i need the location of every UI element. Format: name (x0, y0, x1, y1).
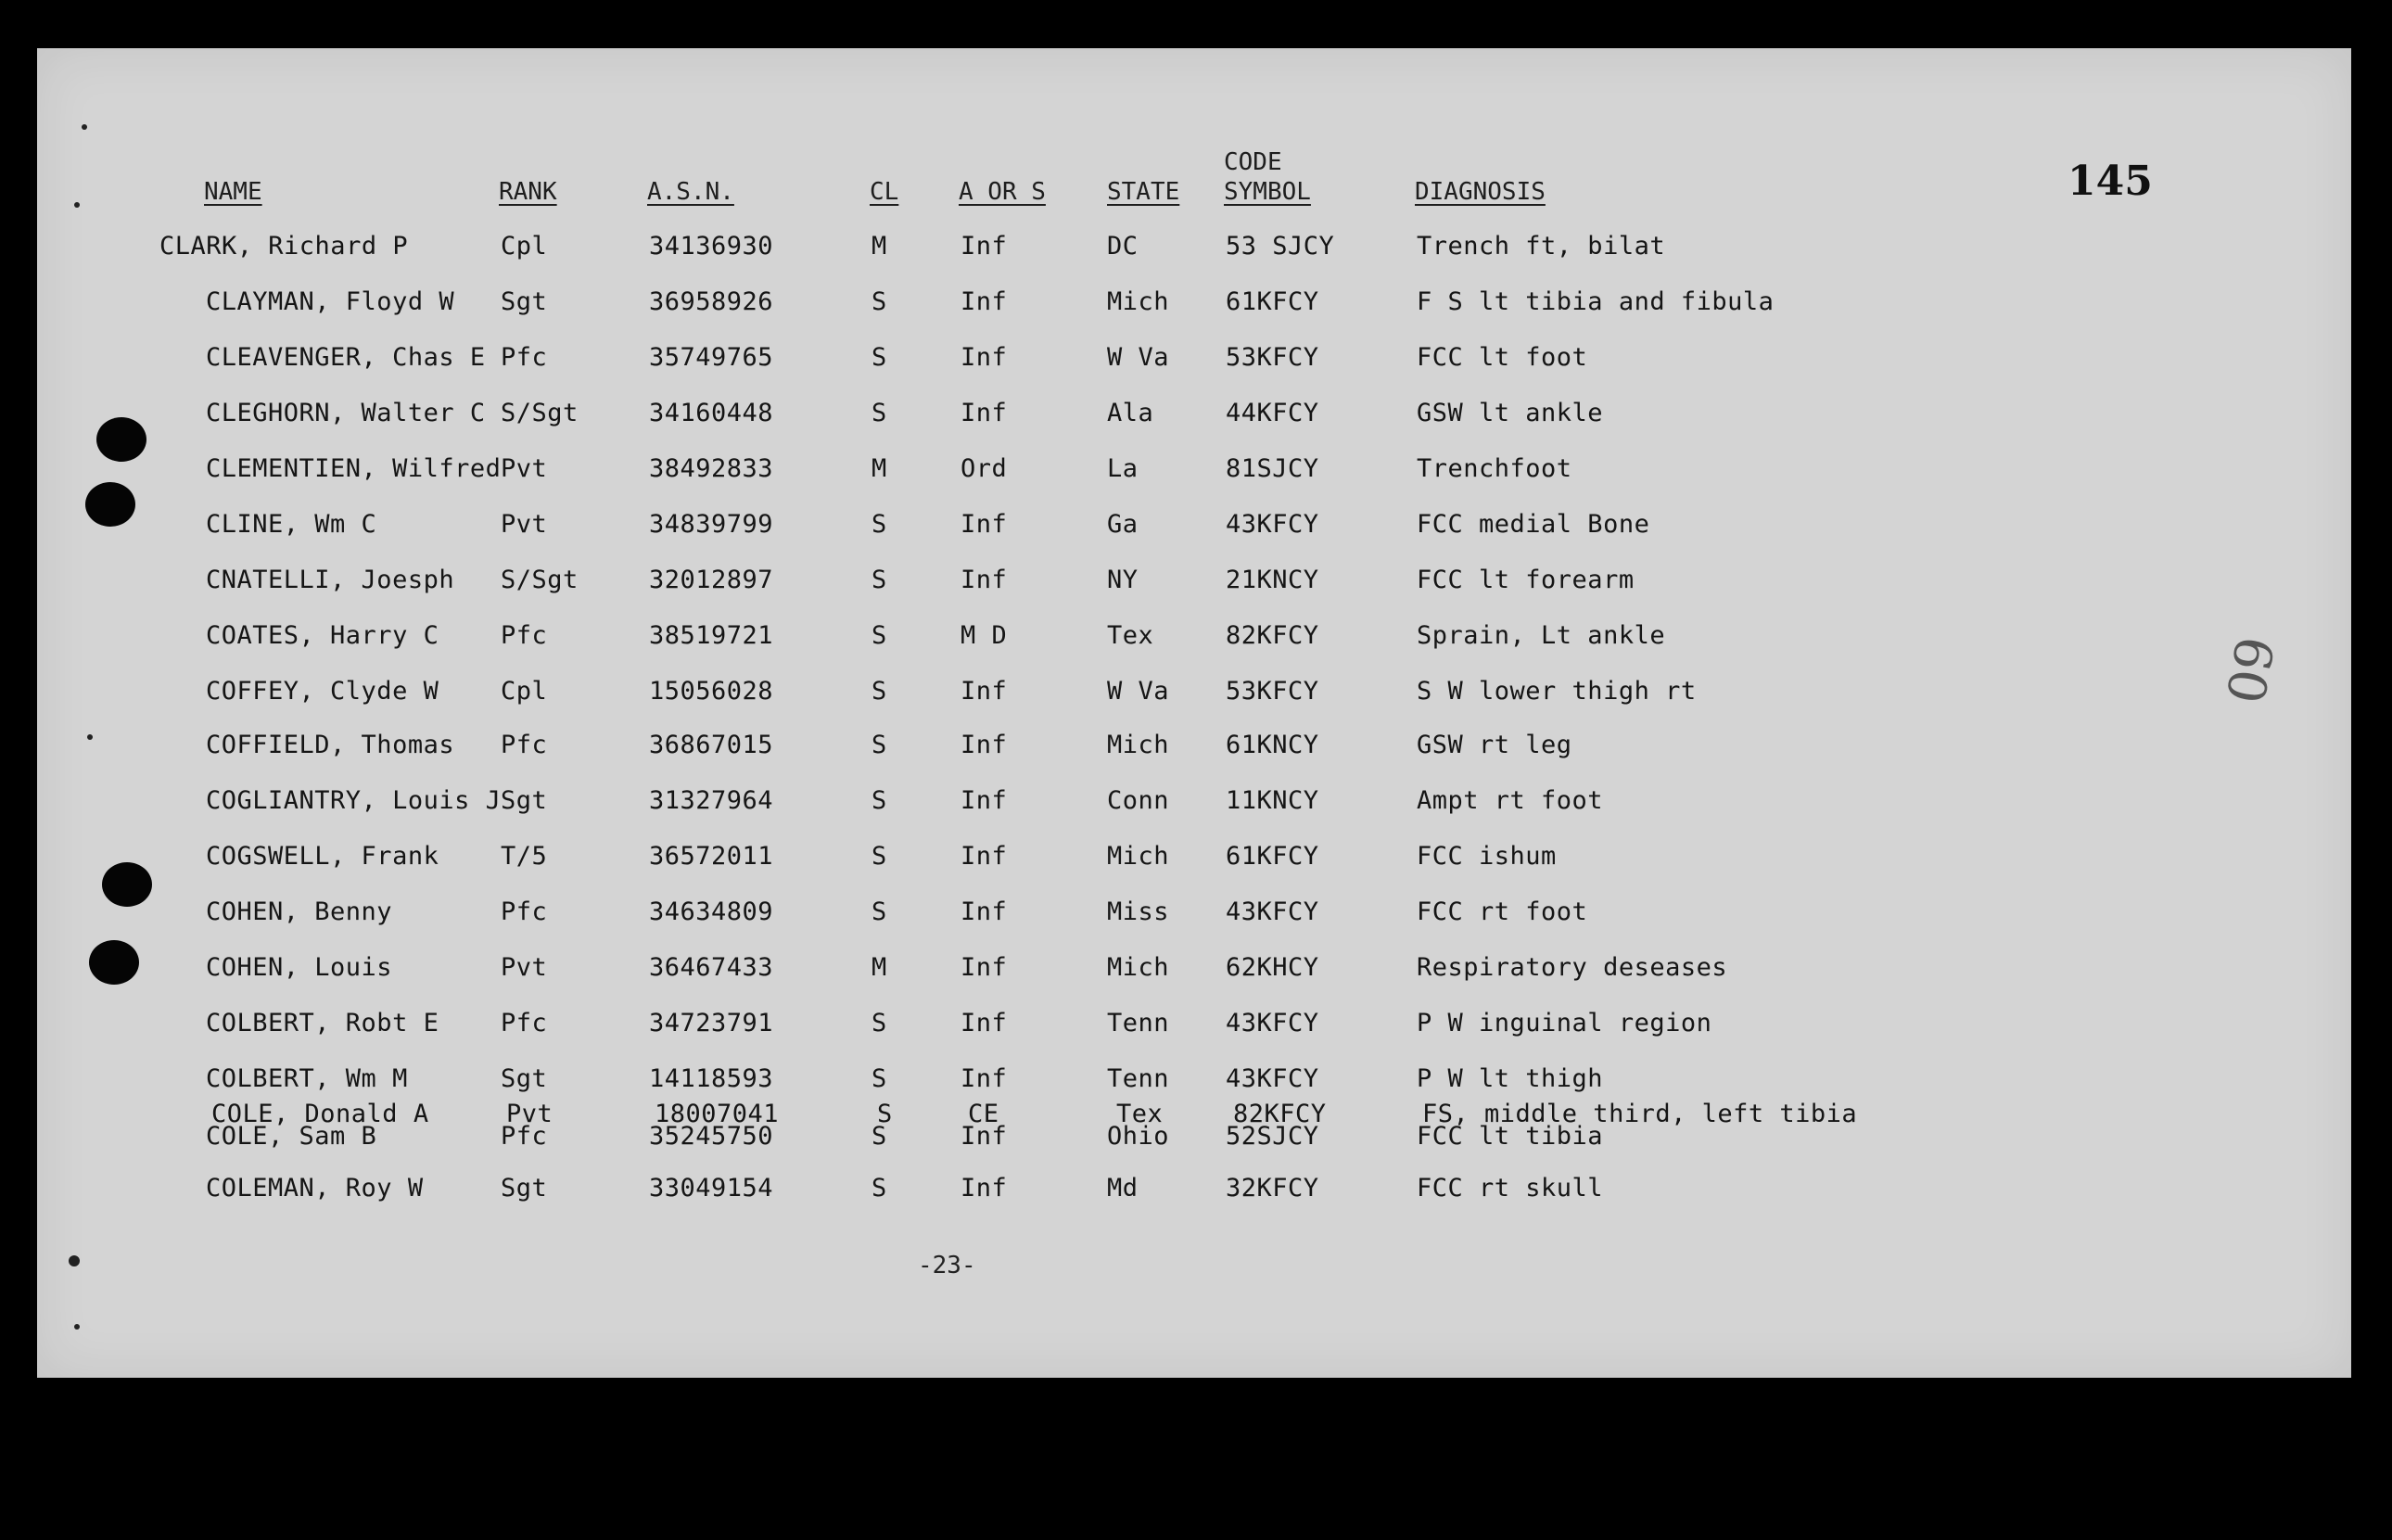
cell-name: COGSWELL, Frank (206, 842, 439, 871)
cell-name: COGLIANTRY, Louis J (206, 786, 502, 815)
cell-rank: Sgt (501, 1174, 548, 1203)
cell-a-or-s: Inf (961, 1122, 1008, 1151)
cell-diagnosis: FCC lt tibia (1417, 1122, 1604, 1151)
cell-asn: 35749765 (649, 343, 774, 372)
cell-rank: Pfc (501, 1009, 548, 1037)
cell-rank: Cpl (501, 677, 548, 706)
cell-a-or-s: Inf (961, 343, 1008, 372)
speck (82, 124, 87, 130)
cell-state: DC (1107, 232, 1139, 261)
cell-name: COHEN, Louis (206, 953, 393, 982)
cell-cl: S (877, 1100, 893, 1128)
cell-asn: 33049154 (649, 1174, 774, 1203)
cell-cl: S (872, 786, 887, 815)
cell-state: W Va (1107, 677, 1170, 706)
table-row (0, 677, 2392, 714)
cell-cl: S (872, 343, 887, 372)
table-row (0, 897, 2392, 935)
cell-a-or-s: M D (961, 621, 1008, 650)
cell-diagnosis: P W inguinal region (1417, 1009, 1712, 1037)
cell-a-or-s: Inf (961, 510, 1008, 539)
cell-code: 82KFCY (1233, 1100, 1327, 1128)
table-row (0, 1174, 2392, 1211)
cell-name: COFFIELD, Thomas (206, 731, 455, 759)
cell-state: Ohio (1107, 1122, 1170, 1151)
cell-a-or-s: Inf (961, 786, 1008, 815)
cell-code: 21KNCY (1226, 566, 1319, 594)
header-code-line2: SYMBOL (1224, 178, 1311, 206)
speck (74, 1324, 80, 1330)
cell-name: COHEN, Benny (206, 897, 393, 926)
cell-a-or-s: Inf (961, 1174, 1008, 1203)
cell-code: 32KFCY (1226, 1174, 1319, 1203)
cell-asn: 36467433 (649, 953, 774, 982)
cell-state: Mich (1107, 287, 1170, 316)
header-name: NAME (204, 178, 262, 206)
cell-rank: Pfc (501, 343, 548, 372)
cell-code: 52SJCY (1226, 1122, 1319, 1151)
header-rank: RANK (499, 178, 557, 206)
cell-code: 43KFCY (1226, 897, 1319, 926)
cell-diagnosis: FCC lt foot (1417, 343, 1588, 372)
cell-rank: Cpl (501, 232, 548, 261)
cell-state: Mich (1107, 731, 1170, 759)
cell-asn: 38492833 (649, 454, 774, 483)
page-number: 145 (2068, 158, 2153, 205)
cell-cl: S (872, 1064, 887, 1093)
table-row (0, 1009, 2392, 1046)
cell-asn: 14118593 (649, 1064, 774, 1093)
cell-a-or-s: Inf (961, 1009, 1008, 1037)
cell-name: CLARK, Richard P (159, 232, 409, 261)
cell-diagnosis: Trench ft, bilat (1417, 232, 1666, 261)
cell-name: CLEAVENGER, Chas E (206, 343, 486, 372)
cell-rank: Pvt (501, 953, 548, 982)
speck (69, 1255, 80, 1266)
cell-state: Miss (1107, 897, 1170, 926)
cell-rank: S/Sgt (501, 399, 579, 427)
cell-asn: 34839799 (649, 510, 774, 539)
cell-name: CLINE, Wm C (206, 510, 377, 539)
cell-rank: Pfc (501, 897, 548, 926)
cell-cl: S (872, 510, 887, 539)
cell-asn: 35245750 (649, 1122, 774, 1151)
table-row (0, 1064, 2392, 1101)
cell-asn: 36572011 (649, 842, 774, 871)
cell-asn: 38519721 (649, 621, 774, 650)
cell-state: Ga (1107, 510, 1139, 539)
cell-cl: S (872, 566, 887, 594)
cell-rank: Pvt (501, 510, 548, 539)
header-state: STATE (1107, 178, 1180, 206)
cell-diagnosis: S W lower thigh rt (1417, 677, 1697, 706)
header-a-or-s: A OR S (959, 178, 1046, 206)
margin-handwritten-mark: 60 (2213, 631, 2284, 708)
cell-diagnosis: FCC medial Bone (1417, 510, 1650, 539)
header-code-line1: CODE (1224, 148, 1282, 176)
cell-diagnosis: FS, middle third, left tibia (1422, 1100, 1858, 1128)
cell-state: Conn (1107, 786, 1170, 815)
cell-state: Tenn (1107, 1064, 1170, 1093)
cell-asn: 31327964 (649, 786, 774, 815)
cell-asn: 34723791 (649, 1009, 774, 1037)
cell-a-or-s: Ord (961, 454, 1008, 483)
cell-cl: M (872, 232, 887, 261)
cell-asn: 32012897 (649, 566, 774, 594)
table-row (0, 621, 2392, 658)
cell-diagnosis: Ampt rt foot (1417, 786, 1604, 815)
cell-cl: S (872, 1122, 887, 1151)
cell-state: NY (1107, 566, 1139, 594)
cell-a-or-s: Inf (961, 731, 1008, 759)
cell-name: CNATELLI, Joesph (206, 566, 455, 594)
cell-asn: 36958926 (649, 287, 774, 316)
cell-rank: Sgt (501, 287, 548, 316)
cell-diagnosis: F S lt tibia and fibula (1417, 287, 1775, 316)
cell-code: 82KFCY (1226, 621, 1319, 650)
cell-a-or-s: CE (968, 1100, 999, 1128)
cell-diagnosis: Trenchfoot (1417, 454, 1572, 483)
cell-rank: T/5 (501, 842, 548, 871)
cell-diagnosis: Respiratory deseases (1417, 953, 1728, 982)
cell-asn: 34136930 (649, 232, 774, 261)
table-row (0, 786, 2392, 823)
table-row (0, 232, 2392, 269)
cell-cl: S (872, 1009, 887, 1037)
cell-state: Tex (1107, 621, 1154, 650)
table-row (0, 1122, 2392, 1159)
cell-asn: 34634809 (649, 897, 774, 926)
cell-code: 81SJCY (1226, 454, 1319, 483)
cell-name: COLE, Donald A (211, 1100, 429, 1128)
cell-asn: 34160448 (649, 399, 774, 427)
cell-a-or-s: Inf (961, 1064, 1008, 1093)
cell-name: COLBERT, Wm M (206, 1064, 408, 1093)
cell-state: Tenn (1107, 1009, 1170, 1037)
cell-rank: Pvt (501, 454, 548, 483)
cell-code: 53 SJCY (1226, 232, 1335, 261)
cell-cl: S (872, 897, 887, 926)
header-diagnosis: DIAGNOSIS (1415, 178, 1546, 206)
cell-a-or-s: Inf (961, 842, 1008, 871)
cell-state: Md (1107, 1174, 1139, 1203)
cell-code: 61KFCY (1226, 842, 1319, 871)
cell-cl: S (872, 287, 887, 316)
cell-rank: Pvt (506, 1100, 553, 1128)
cell-state: Mich (1107, 842, 1170, 871)
cell-cl: S (872, 677, 887, 706)
cell-rank: Pfc (501, 1122, 548, 1151)
cell-rank: Sgt (501, 786, 548, 815)
cell-diagnosis: FCC lt forearm (1417, 566, 1635, 594)
cell-diagnosis: P W lt thigh (1417, 1064, 1604, 1093)
cell-code: 44KFCY (1226, 399, 1319, 427)
cell-state: Tex (1116, 1100, 1164, 1128)
cell-name: CLEMENTIEN, Wilfred (206, 454, 502, 483)
table-row (0, 454, 2392, 491)
cell-state: Mich (1107, 953, 1170, 982)
footer-page-number: -23- (918, 1252, 976, 1279)
cell-a-or-s: Inf (961, 953, 1008, 982)
table-row (0, 343, 2392, 380)
cell-cl: S (872, 1174, 887, 1203)
cell-diagnosis: GSW lt ankle (1417, 399, 1604, 427)
cell-asn: 36867015 (649, 731, 774, 759)
cell-a-or-s: Inf (961, 677, 1008, 706)
cell-code: 11KNCY (1226, 786, 1319, 815)
cell-state: Ala (1107, 399, 1154, 427)
cell-name: COLEMAN, Roy W (206, 1174, 424, 1203)
table-row (0, 399, 2392, 436)
cell-a-or-s: Inf (961, 566, 1008, 594)
cell-a-or-s: Inf (961, 287, 1008, 316)
cell-diagnosis: FCC rt foot (1417, 897, 1588, 926)
table-row (0, 566, 2392, 603)
table-row (0, 953, 2392, 990)
table-row (0, 287, 2392, 325)
cell-name: CLEGHORN, Walter C (206, 399, 486, 427)
cell-name: COATES, Harry C (206, 621, 439, 650)
cell-name: CLAYMAN, Floyd W (206, 287, 455, 316)
cell-code: 53KFCY (1226, 677, 1319, 706)
table-row (0, 842, 2392, 879)
cell-name: COFFEY, Clyde W (206, 677, 439, 706)
cell-cl: M (872, 953, 887, 982)
cell-diagnosis: Sprain, Lt ankle (1417, 621, 1666, 650)
header-asn: A.S.N. (647, 178, 734, 206)
cell-rank: Pfc (501, 731, 548, 759)
cell-state: W Va (1107, 343, 1170, 372)
cell-a-or-s: Inf (961, 897, 1008, 926)
cell-diagnosis: FCC rt skull (1417, 1174, 1604, 1203)
cell-cl: S (872, 731, 887, 759)
cell-diagnosis: FCC ishum (1417, 842, 1557, 871)
cell-code: 43KFCY (1226, 1064, 1319, 1093)
cell-code: 43KFCY (1226, 1009, 1319, 1037)
cell-state: La (1107, 454, 1139, 483)
cell-diagnosis: GSW rt leg (1417, 731, 1572, 759)
cell-asn: 18007041 (655, 1100, 780, 1128)
cell-cl: M (872, 454, 887, 483)
table-row (0, 510, 2392, 547)
cell-code: 61KFCY (1226, 287, 1319, 316)
cell-cl: S (872, 621, 887, 650)
cell-name: COLE, Sam B (206, 1122, 377, 1151)
cell-name: COLBERT, Robt E (206, 1009, 439, 1037)
cell-cl: S (872, 399, 887, 427)
cell-a-or-s: Inf (961, 399, 1008, 427)
cell-code: 43KFCY (1226, 510, 1319, 539)
speck (74, 202, 80, 208)
cell-rank: Sgt (501, 1064, 548, 1093)
header-cl: CL (870, 178, 899, 206)
cell-code: 53KFCY (1226, 343, 1319, 372)
cell-cl: S (872, 842, 887, 871)
cell-code: 61KNCY (1226, 731, 1319, 759)
cell-rank: Pfc (501, 621, 548, 650)
cell-asn: 15056028 (649, 677, 774, 706)
table-row (0, 731, 2392, 768)
cell-a-or-s: Inf (961, 232, 1008, 261)
cell-code: 62KHCY (1226, 953, 1319, 982)
cell-rank: S/Sgt (501, 566, 579, 594)
